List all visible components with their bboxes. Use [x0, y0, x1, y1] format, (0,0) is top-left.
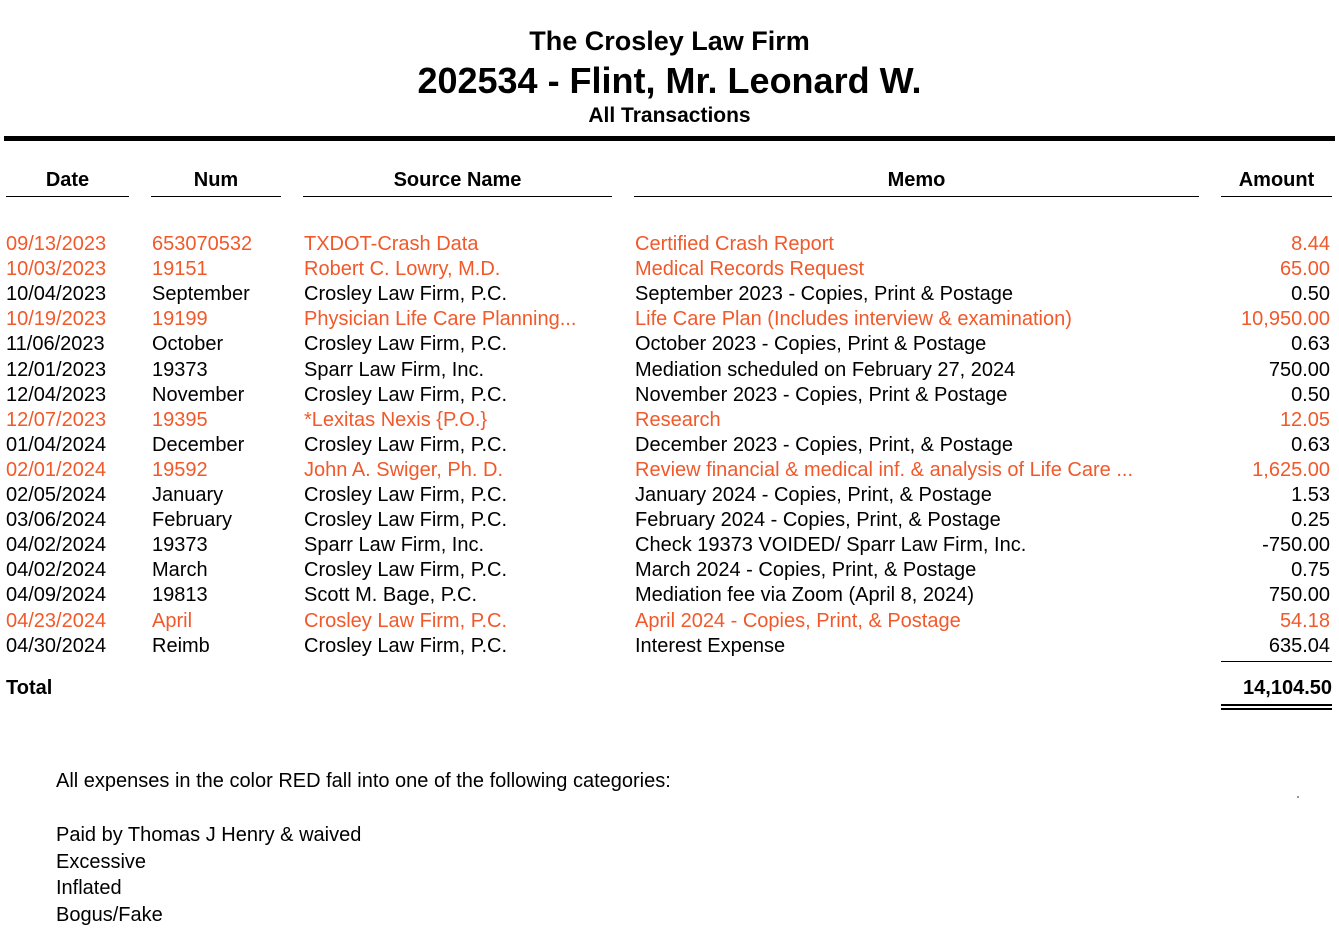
table-row	[0, 508, 1339, 533]
cell-memo: January 2024 - Copies, Print, & Postage	[635, 484, 992, 506]
cell-source: Crosley Law Firm, P.C.	[304, 609, 508, 632]
cell-source: Crosley Law Firm, P.C.	[304, 509, 508, 532]
cell-amount: 750.00	[1268, 358, 1330, 381]
table-row	[0, 433, 1339, 458]
cell-num: 19592	[152, 458, 208, 481]
cell-amount: 0.25	[1291, 509, 1330, 532]
client-title: 202534 - Flint, Mr. Leonard W.	[417, 60, 922, 101]
cell-amount: 750.00	[1268, 584, 1330, 607]
table-row	[0, 533, 1339, 558]
cell-memo: Certified Crash Report	[635, 233, 834, 255]
cell-source: Crosley Law Firm, P.C.	[304, 634, 508, 657]
total-rule	[1221, 661, 1332, 662]
cell-date: 12/04/2023	[6, 383, 107, 406]
cell-memo: Medical Records Request	[635, 258, 864, 281]
col-header-num: Num	[151, 166, 281, 197]
cell-amount: 0.63	[1291, 433, 1330, 456]
cell-memo: Mediation scheduled on February 27, 2024	[635, 358, 1016, 381]
table-row	[0, 408, 1339, 433]
cell-num: September	[152, 283, 250, 306]
cell-date: 04/09/2024	[6, 584, 107, 607]
cell-amount: 12.05	[1279, 408, 1330, 431]
firm-name: The Crosley Law Firm	[529, 26, 810, 56]
table-row	[0, 307, 1339, 332]
cell-date: 04/30/2024	[6, 634, 107, 657]
cell-memo: October 2023 - Copies, Print & Postage	[635, 333, 987, 356]
cell-source: Physician Life Care Planning...	[304, 308, 577, 331]
cell-date: 12/07/2023	[6, 408, 107, 431]
cell-amount: 0.50	[1291, 383, 1330, 406]
cell-memo: September 2023 - Copies, Print & Postage	[635, 283, 1013, 306]
total-label: Total	[6, 677, 53, 699]
cell-source: Robert C. Lowry, M.D.	[304, 258, 501, 281]
cell-memo: November 2023 - Copies, Print & Postage	[635, 383, 1008, 406]
note-intro: All expenses in the color RED fall into one of the following categories:	[56, 770, 671, 792]
cell-amount: 0.50	[1291, 283, 1330, 306]
cell-source: Crosley Law Firm, P.C.	[304, 283, 508, 306]
category-item: Paid by Thomas J Henry & waived	[56, 824, 362, 846]
cell-amount: 1.53	[1291, 484, 1330, 506]
cell-date: 02/05/2024	[6, 484, 107, 506]
cell-source: Crosley Law Firm, P.C.	[304, 484, 508, 506]
table-row	[0, 383, 1339, 408]
cell-memo: April 2024 - Copies, Print, & Postage	[635, 609, 961, 632]
cell-source: Crosley Law Firm, P.C.	[304, 433, 508, 456]
cell-amount: 0.63	[1291, 333, 1330, 356]
total-double-rule	[1221, 704, 1332, 710]
table-row	[0, 232, 1339, 257]
cell-memo: Research	[635, 408, 721, 431]
category-list	[56, 822, 361, 928]
cell-num: January	[152, 484, 224, 506]
table-row	[0, 257, 1339, 282]
cell-date: 09/13/2023	[6, 233, 107, 255]
table-row	[0, 282, 1339, 307]
cell-amount: -750.00	[1262, 534, 1330, 557]
header-divider	[4, 136, 1335, 141]
cell-num: November	[152, 383, 245, 406]
cell-num: 19373	[152, 358, 208, 381]
cell-num: February	[152, 509, 233, 532]
table-row	[0, 483, 1339, 508]
cell-date: 01/04/2024	[6, 433, 107, 456]
cell-date: 12/01/2023	[6, 358, 107, 381]
cell-num: December	[152, 433, 245, 456]
cell-num: April	[152, 609, 193, 632]
speck	[1297, 796, 1299, 798]
col-header-amount: Amount	[1221, 166, 1332, 197]
total-value: 14,104.50	[1243, 677, 1332, 699]
cell-date: 10/03/2023	[6, 258, 107, 281]
cell-num: 19199	[152, 308, 208, 331]
cell-amount: 10,950.00	[1241, 308, 1330, 331]
cell-num: 653070532	[152, 233, 253, 255]
cell-memo: Review financial & medical inf. & analysis of Life Care ...	[635, 458, 1133, 481]
table-row	[0, 583, 1339, 608]
category-item: Excessive	[56, 850, 147, 873]
cell-memo: March 2024 - Copies, Print, & Postage	[635, 559, 977, 582]
cell-memo: February 2024 - Copies, Print, & Postage	[635, 509, 1001, 532]
cell-date: 04/23/2024	[6, 609, 107, 632]
cell-memo: Check 19373 VOIDED/ Sparr Law Firm, Inc.	[635, 534, 1027, 557]
cell-memo: Interest Expense	[635, 634, 786, 657]
cell-amount: 635.04	[1268, 634, 1330, 657]
cell-memo: Life Care Plan (Includes interview & examination)	[635, 308, 1072, 331]
table-row	[0, 458, 1339, 483]
cell-source: Scott M. Bage, P.C.	[304, 584, 478, 607]
category-item: Bogus/Fake	[56, 903, 163, 926]
table-row	[0, 634, 1339, 659]
cell-date: 02/01/2024	[6, 458, 107, 481]
cell-date: 03/06/2024	[6, 509, 107, 532]
table-row	[0, 332, 1339, 357]
table-row	[0, 358, 1339, 383]
cell-amount: 0.75	[1291, 559, 1330, 582]
cell-num: Reimb	[152, 634, 210, 657]
cell-source: Sparr Law Firm, Inc.	[304, 534, 485, 557]
cell-source: Crosley Law Firm, P.C.	[304, 333, 508, 356]
cell-source: *Lexitas Nexis {P.O.}	[304, 408, 488, 431]
cell-source: Crosley Law Firm, P.C.	[304, 559, 508, 582]
table-row	[0, 609, 1339, 634]
cell-memo: Mediation fee via Zoom (April 8, 2024)	[635, 584, 975, 607]
cell-source: John A. Swiger, Ph. D.	[304, 458, 503, 481]
cell-source: Sparr Law Firm, Inc.	[304, 358, 485, 381]
cell-amount: 8.44	[1291, 233, 1330, 255]
col-header-date: Date	[6, 166, 129, 197]
category-item: Inflated	[56, 877, 122, 899]
cell-source: TXDOT-Crash Data	[304, 233, 479, 255]
cell-date: 10/19/2023	[6, 308, 107, 331]
cell-date: 04/02/2024	[6, 534, 107, 557]
cell-amount: 54.18	[1279, 609, 1330, 632]
cell-amount: 1,625.00	[1252, 458, 1330, 481]
cell-num: October	[152, 333, 224, 356]
col-header-source: Source Name	[303, 166, 612, 197]
cell-date: 11/06/2023	[6, 333, 105, 356]
cell-num: 19395	[152, 408, 208, 431]
table-row	[0, 558, 1339, 583]
cell-date: 10/04/2023	[6, 283, 107, 306]
col-header-memo: Memo	[634, 166, 1199, 197]
cell-num: 19151	[152, 258, 208, 281]
cell-num: 19813	[152, 584, 208, 607]
cell-source: Crosley Law Firm, P.C.	[304, 383, 508, 406]
cell-num: 19373	[152, 534, 208, 557]
cell-date: 04/02/2024	[6, 559, 107, 582]
cell-num: March	[152, 559, 208, 582]
cell-amount: 65.00	[1279, 258, 1330, 281]
report-title: All Transactions	[588, 104, 751, 127]
cell-memo: December 2023 - Copies, Print, & Postage	[635, 433, 1013, 456]
